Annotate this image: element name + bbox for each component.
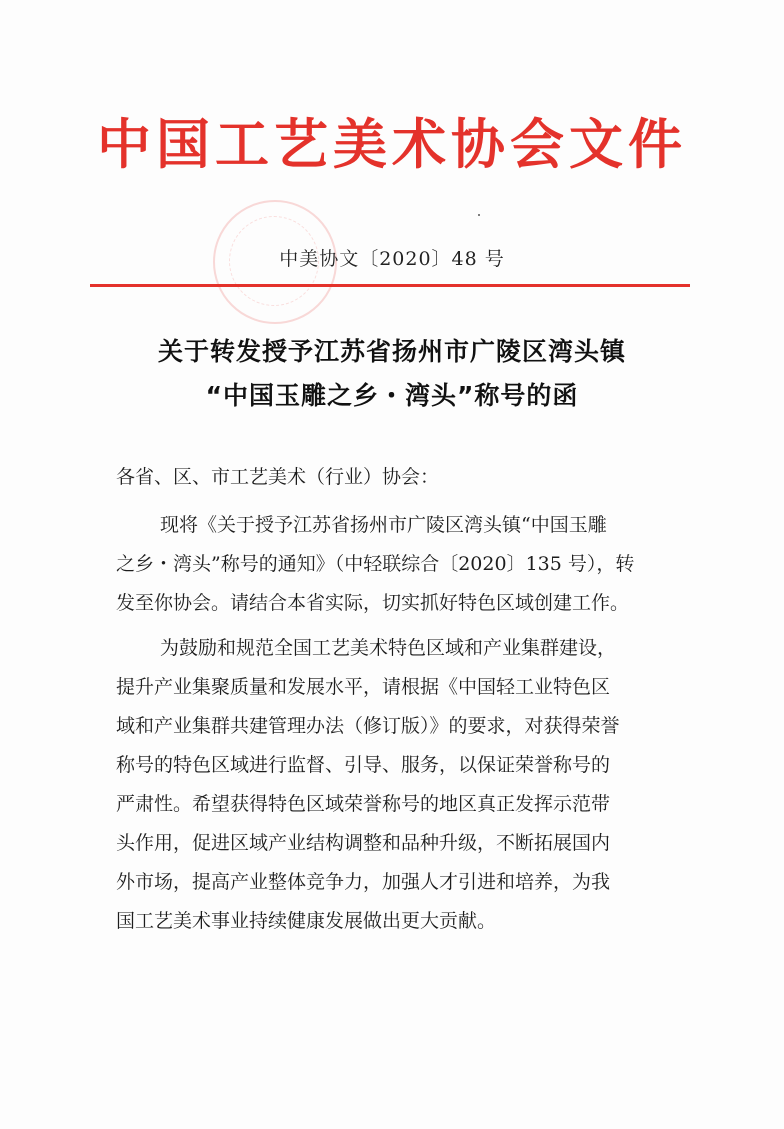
paragraph-1-line: 之乡・湾头”称号的通知》（中轻联综合〔2020〕135 号），转: [116, 553, 635, 575]
red-divider-line: [90, 284, 690, 287]
paragraph-2-line: 称号的特色区域进行监督、引导、服务，以保证荣誉称号的: [116, 754, 611, 776]
document-number: 中美协文〔2020〕48 号: [279, 248, 505, 270]
paragraph-2-line: 国工艺美术事业持续健康发展做出更大贡献。: [116, 910, 497, 932]
paragraph-2-line: 域和产业集群共建管理办法（修订版）》的要求，对获得荣誉: [116, 715, 620, 737]
paragraph-2-line: 头作用，促进区域产业结构调整和品种升级，不断拓展国内: [116, 832, 611, 854]
salutation: 各省、区、市工艺美术（行业）协会：: [116, 466, 440, 488]
document-subject: [60, 330, 724, 418]
letterhead-title: 中国工艺美术协会文件: [97, 113, 687, 176]
paragraph-2-line: 为鼓励和规范全国工艺美术特色区域和产业集群建设，: [160, 637, 617, 659]
paragraph-1-line: 现将《关于授予江苏省扬州市广陵区湾头镇“中国玉雕: [160, 514, 607, 536]
subject-line-1: 关于转发授予江苏省扬州市广陵区湾头镇: [157, 337, 626, 366]
paragraph-2-line: 提升产业集聚质量和发展水平，请根据《中国轻工业特色区: [116, 676, 611, 698]
paragraph-1-line: 发至你协会。请结合本省实际，切实抓好特色区域创建工作。: [116, 592, 630, 614]
paragraph-1: [116, 506, 676, 623]
paragraph-2-line: 严肃性。希望获得特色区域荣誉称号的地区真正发挥示范带: [116, 793, 611, 815]
subject-line-2: “中国玉雕之乡・湾头”称号的函: [205, 381, 579, 410]
paragraph-2: [116, 629, 676, 941]
paragraph-2-line: 外市场，提高产业整体竞争力，加强人才引进和培养，为我: [116, 871, 611, 893]
scan-speck: [478, 214, 480, 216]
